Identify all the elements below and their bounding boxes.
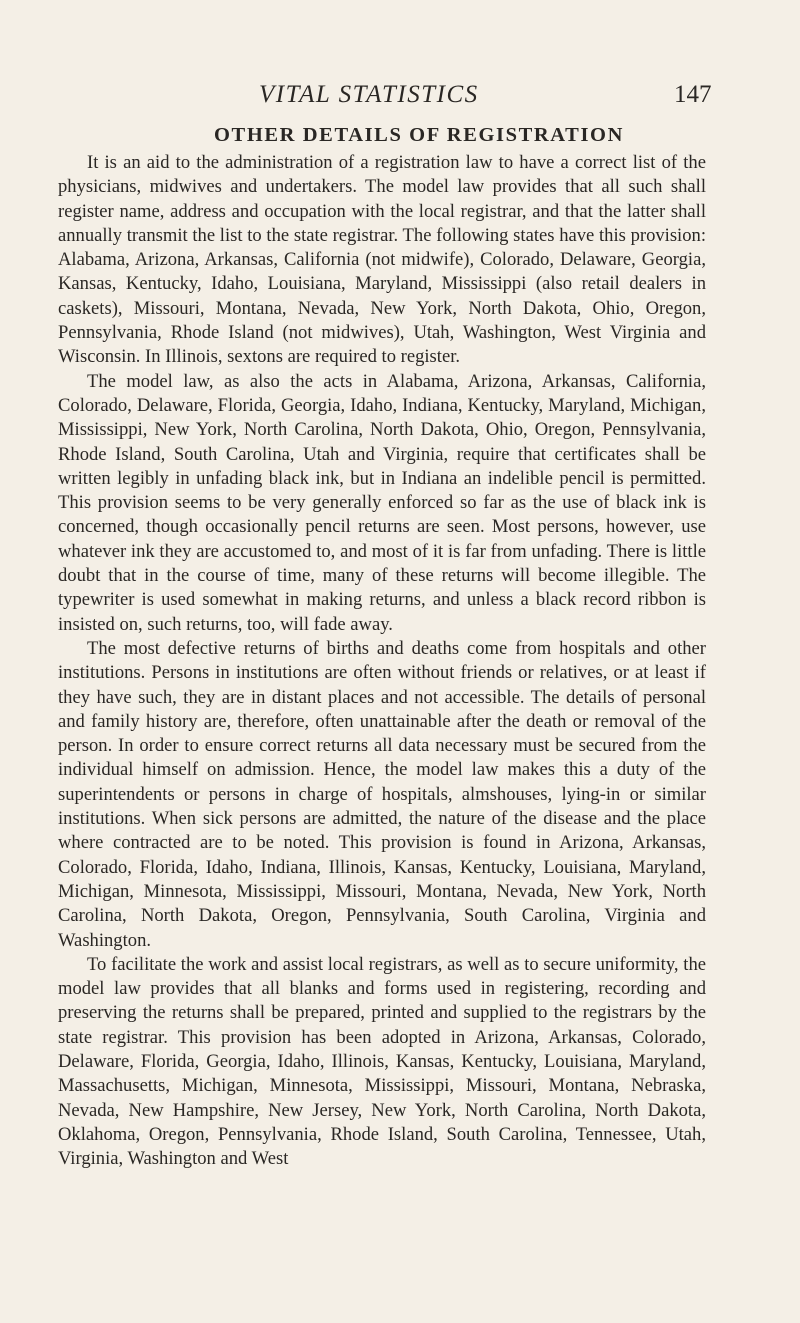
paragraph-registration-of-practitioners: It is an aid to the administration of a registration law to have a correct list of the physicians, midwives and undertakers. The model law provides that all such shall register name, address and occupation with the local registrar, and that the latter shall annually transmit the list to the state registrar. The following states have this provision: Alabama, Arizona, Arkansas, California (not midwife), Colorado, Delaware, Georgia, Kansas, Kentucky, Idaho, Louisiana, Maryland, Mississippi (also retail dealers in caskets), Missouri, Montana, Nevada, New York, North Dakota, Ohio, Oregon, Pennsylvania, Rhode Island (not midwives), Utah, Washington, West Virginia and Wisconsin. In Illinois, sextons are required to register. bbox=[58, 152, 706, 368]
page-number: 147 bbox=[674, 81, 712, 108]
body-text bbox=[58, 151, 706, 1171]
paragraph-uniform-blanks: To facilitate the work and assist local registrars, as well as to secure uniformity, the model law provides that all blanks and forms used in registering, recording and preserving the returns shall be prepared, printed and supplied to the registrars by the state registrar. This provision has been adopted in Arizona, Arkansas, Colorado, Delaware, Florida, Georgia, Idaho, Illinois, Kansas, Kentucky, Louisiana, Maryland, Massachusetts, Michigan, Minnesota, Mississippi, Missouri, Montana, Nebraska, Nevada, New Hampshire, New Jersey, New York, North Carolina, North Dakota, Oklahoma, Oregon, Pennsylvania, Rhode Island, South Carolina, Tennessee, Utah, Virginia, Washington and West bbox=[58, 953, 706, 1170]
paragraph-institution-returns: The most defective returns of births and deaths come from hospitals and other institutions. Persons in institutions are often without friends or relatives, or at least if they have such, they are in distant places and not accessible. The details of personal and family history are, therefore, often unattainable after the death or removal of the person. In order to ensure correct returns all data necessary must be secured from the individual himself on admission. Hence, the model law makes this a duty of the superintendents or persons in charge of hospitals, almshouses, lying-in or similar institutions. When sick persons are admitted, the nature of the disease and the place where contracted are to be noted. This provision is found in Arizona, Arkansas, Colorado, Florida, Idaho, Indiana, Illinois, Kansas, Kentucky, Louisiana, Maryland, Michigan, Minnesota, Mississippi, Missouri, Montana, Nevada, New York, North Carolina, North Dakota, Oregon, Pennsylvania, South Carolina, Virginia and Washington. bbox=[58, 637, 706, 951]
running-title: VITAL STATISTICS bbox=[259, 81, 479, 108]
paragraph-unfading-ink: The model law, as also the acts in Alabama, Arizona, Arkansas, California, Colorado, Delaware, Florida, Georgia, Idaho, Indiana, Kentucky, Maryland, Michigan, Mississippi, New York, North Carolina, North Dakota, Ohio, Oregon, Pennsylvania, Rhode Island, South Carolina, Utah and Virginia, require that certificates shall be written legibly in unfading black ink, but in Indiana an indelible pencil is permitted. This provision seems to be very generally enforced so far as the use of black ink is concerned, though occasionally pencil returns are seen. Most persons, however, use whatever ink they are accustomed to, and most of it is far from unfading. There is little doubt that in the course of time, many of these returns will become illegible. The typewriter is used somewhat in making returns, and unless a black record ribbon is insisted on, such returns, too, will fade away. bbox=[58, 370, 706, 635]
section-heading: OTHER DETAILS OF REGISTRATION bbox=[214, 124, 624, 146]
